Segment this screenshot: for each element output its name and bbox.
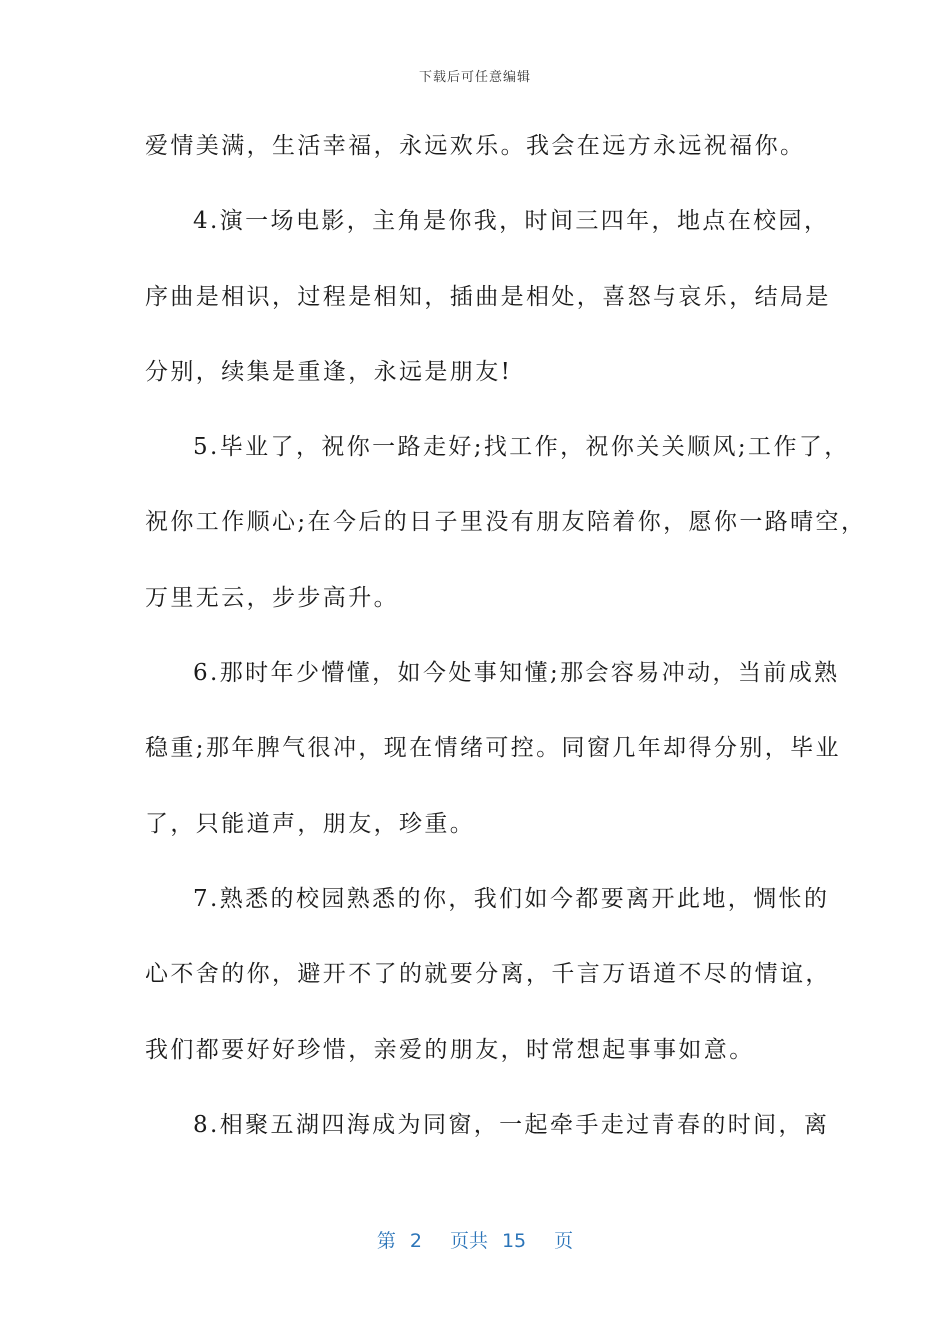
- total-pages-number: 15: [501, 1230, 527, 1252]
- page-counter-prefix: 第: [376, 1230, 396, 1252]
- body-line: 分别，续集是重逢，永远是朋友!: [145, 358, 513, 385]
- body-line: 稳重;那年脾气很冲，现在情绪可控。同窗几年却得分别，毕业: [145, 735, 841, 762]
- body-line: 万里无云，步步高升。: [145, 584, 399, 611]
- body-line: 了，只能道声，朋友，珍重。: [145, 810, 476, 837]
- document-body: [145, 128, 867, 1182]
- page-counter-middle: 页共: [449, 1230, 488, 1252]
- body-line: 4.演一场电影，主角是你我，时间三四年，地点在校园，: [193, 208, 830, 235]
- body-line: 我们都要好好珍惜，亲爱的朋友，时常想起事事如意。: [145, 1036, 755, 1063]
- body-line: 心不舍的你，避开不了的就要分离，千言万语道不尽的情谊，: [145, 961, 831, 988]
- body-line: 6.那时年少懵懂，如今处事知懂;那会容易冲动，当前成熟: [193, 660, 840, 687]
- page-counter-suffix: 页: [554, 1230, 574, 1252]
- page-counter: [0, 1226, 950, 1253]
- header-note: 下载后可任意编辑: [418, 70, 531, 85]
- body-line: 7.熟悉的校园熟悉的你，我们如今都要离开此地，惆怅的: [193, 885, 830, 912]
- body-line: 序曲是相识，过程是相知，插曲是相处，喜怒与哀乐，结局是: [145, 283, 831, 310]
- body-line: 祝你工作顺心;在今后的日子里没有朋友陪着你，愿你一路晴空，: [145, 509, 867, 536]
- body-line: 爱情美满，生活幸福，永远欢乐。我会在远方永远祝福你。: [145, 133, 806, 159]
- body-line: 5.毕业了，祝你一路走好;找工作，祝你关关顺风;工作了，: [193, 434, 850, 461]
- body-line: 8.相聚五湖四海成为同窗，一起牵手走过青春的时间，离: [193, 1111, 830, 1138]
- current-page-number: 2: [409, 1230, 422, 1252]
